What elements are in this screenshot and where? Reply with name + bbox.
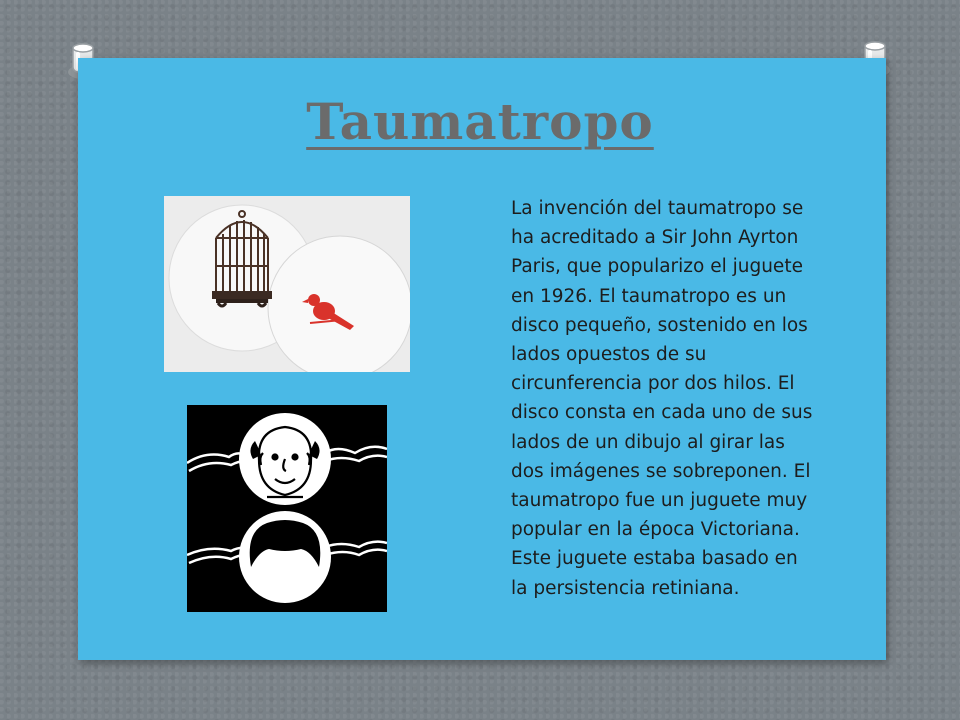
cage-bird-thaumatrope-photo bbox=[164, 196, 410, 372]
slide-title: Taumatropo bbox=[306, 92, 654, 151]
slide-body-text: La invención del taumatropo se ha acreditado a Sir John Ayrton Paris, que popularizo el juguete en 1926. El taumatropo es un disco pequeño, sostenido en los lados opuestos de su circunferencia por dos hilos. El disco consta en cada uno de sus lados de un dibujo al girar las dos imágenes se sobreponen. El taumatropo fue un juguete muy popular en la época Victoriana. Este juguete estaba basado en la persistencia retiniana. bbox=[511, 198, 813, 599]
face-thaumatrope-illustration bbox=[187, 405, 387, 612]
